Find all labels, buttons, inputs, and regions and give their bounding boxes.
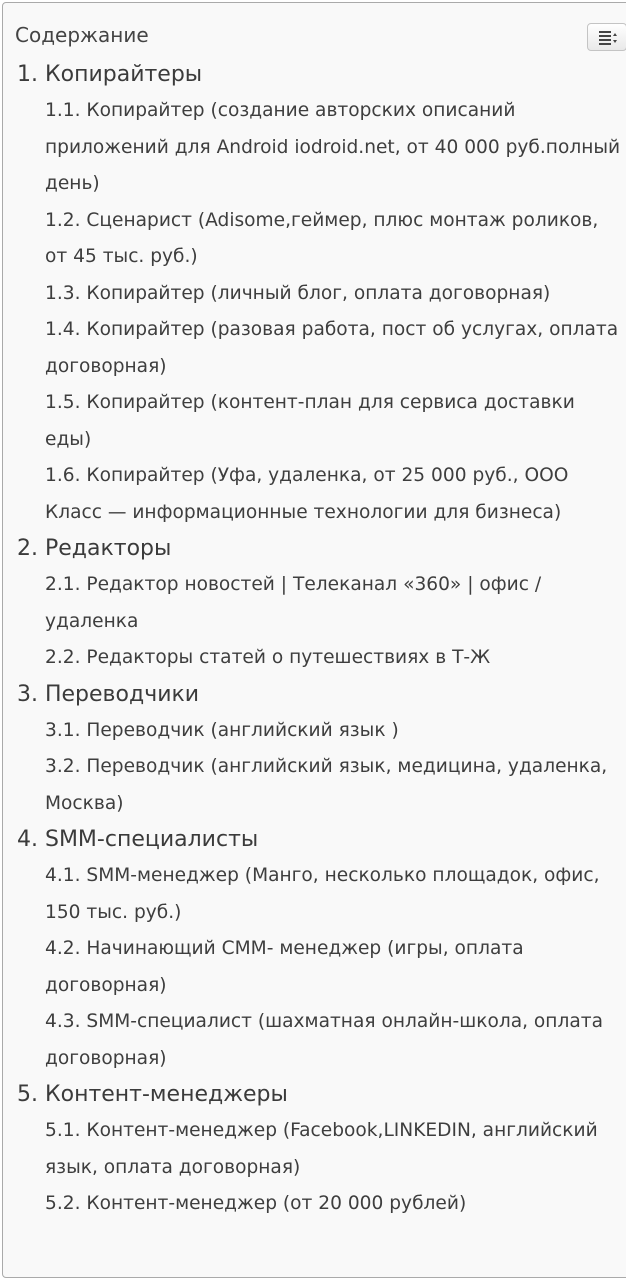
toc-subitem-link[interactable]: 5.2. Контент-менеджер (от 20 000 рублей) <box>45 1193 467 1214</box>
toc-section <box>17 531 621 677</box>
table-of-contents <box>2 2 626 1278</box>
toc-list <box>17 57 621 1223</box>
toc-subitem-link[interactable]: 3.1. Переводчик (английский язык ) <box>45 719 399 741</box>
toc-subitem-link[interactable]: 1.6. Копирайтер (Уфа, удаленка, от 25 000 руб., ООО Класс — информационные технологии для бизнеса) <box>45 465 569 523</box>
toc-subitem[interactable] <box>45 385 621 458</box>
toc-subitem[interactable] <box>45 458 621 531</box>
toc-subitem[interactable] <box>45 1113 621 1186</box>
toc-section <box>17 822 621 1077</box>
toc-section-link[interactable]: 3. Переводчики <box>17 681 200 707</box>
toc-subitem[interactable] <box>45 713 621 750</box>
toc-section <box>17 57 621 531</box>
toc-subitem-link[interactable]: 4.3. SMM-специалист (шахматная онлайн-школа, оплата договорная) <box>45 1011 603 1069</box>
toc-sublist <box>17 93 621 531</box>
toc-subitem[interactable] <box>45 1186 621 1223</box>
toc-sublist <box>17 713 621 823</box>
toc-subitem[interactable] <box>45 312 621 385</box>
toc-subitem[interactable] <box>45 203 621 276</box>
toc-subitem[interactable] <box>45 931 621 1004</box>
toc-sublist <box>17 858 621 1077</box>
toc-section-link[interactable]: 1. Копирайтеры <box>17 62 203 87</box>
toc-subitem-link[interactable]: 3.2. Переводчик (английский язык, медицина, удаленка, Москва) <box>45 756 608 814</box>
toc-subitem[interactable] <box>45 749 621 822</box>
toc-section-link[interactable]: 2. Редакторы <box>17 536 172 561</box>
toc-subitem[interactable] <box>45 640 621 677</box>
toc-toggle-button[interactable] <box>587 23 626 51</box>
toc-subitem[interactable] <box>45 1004 621 1077</box>
toc-subitem[interactable] <box>45 276 621 313</box>
toc-subitem-link[interactable]: 2.2. Редакторы статей о путешествиях в Т-Ж <box>45 647 491 668</box>
toc-subitem-link[interactable]: 1.4. Копирайтер (разовая работа, пост об услугах, оплата договорная) <box>45 319 619 377</box>
toc-subitem-link[interactable]: 1.3. Копирайтер (личный блог, оплата договорная) <box>45 282 551 304</box>
toc-subitem-link[interactable]: 5.1. Контент-менеджер (Facebook,LINKEDIN, английский язык, оплата договорная) <box>45 1120 598 1178</box>
toc-subitem-link[interactable]: 1.2. Сценарист (Adisome,геймер, плюс монтаж роликов, от 45 тыс. руб.) <box>45 209 599 267</box>
toc-subitem[interactable] <box>45 93 621 203</box>
toc-subitem-link[interactable]: 4.2. Начинающий СММ- менеджер (игры, оплата договорная) <box>45 938 524 996</box>
toc-subitem-link[interactable]: 4.1. SMM-менеджер (Манго, несколько площадок, офис, 150 тыс. руб.) <box>45 865 600 923</box>
toc-title: Содержание <box>15 23 149 47</box>
toc-subitem-link[interactable]: 1.5. Копирайтер (контент-план для сервиса доставки еды) <box>45 392 575 450</box>
toc-subitem-link[interactable]: 2.1. Редактор новостей | Телеканал «360» | офис / удаленка <box>45 574 542 632</box>
toc-subitem[interactable] <box>45 858 621 931</box>
toc-subitem[interactable] <box>45 567 621 640</box>
toc-section-link[interactable]: 5. Контент-менеджеры <box>17 1082 288 1107</box>
toc-section-link[interactable]: 4. SMM-специалисты <box>17 827 259 852</box>
toc-section <box>17 677 621 823</box>
list-toggle-icon <box>599 31 617 45</box>
toc-sublist <box>17 1113 621 1223</box>
toc-subitem-link[interactable]: 1.1. Копирайтер (создание авторских описаний приложений для Android iodroid.net, от 40 000 руб.полный день) <box>45 100 621 194</box>
toc-section <box>17 1077 621 1223</box>
toc-sublist <box>17 567 621 677</box>
